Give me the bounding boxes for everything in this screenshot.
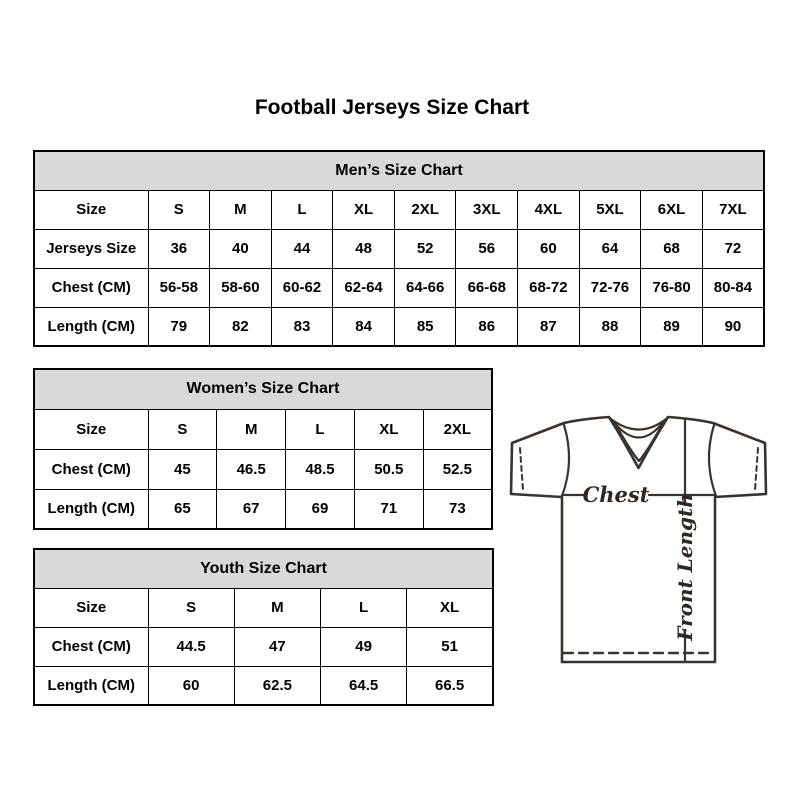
value-cell: 4XL — [518, 190, 580, 229]
value-cell: 45 — [148, 449, 217, 489]
row-label-cell: Length (CM) — [34, 489, 148, 529]
value-cell: 83 — [271, 307, 333, 346]
value-cell: 80-84 — [702, 268, 764, 307]
table-row — [34, 307, 764, 346]
value-cell: S — [148, 588, 234, 627]
value-cell: 50.5 — [354, 449, 423, 489]
row-label-cell: Chest (CM) — [34, 449, 148, 489]
value-cell: 2XL — [423, 409, 492, 449]
jersey-diagram-svg — [503, 406, 775, 668]
table-title: Men’s Size Chart — [34, 151, 764, 190]
mens-size-table — [33, 150, 765, 347]
value-cell: 44.5 — [148, 627, 234, 666]
value-cell: 67 — [217, 489, 286, 529]
value-cell: XL — [354, 409, 423, 449]
table-row — [34, 409, 492, 449]
value-cell: M — [217, 409, 286, 449]
jersey-measurement-diagram — [503, 406, 775, 668]
value-cell: 68 — [641, 229, 703, 268]
row-label-cell: Chest (CM) — [34, 268, 148, 307]
value-cell: 72-76 — [579, 268, 641, 307]
value-cell: 40 — [210, 229, 272, 268]
value-cell: 60-62 — [271, 268, 333, 307]
jersey-outline — [511, 417, 766, 662]
value-cell: 56 — [456, 229, 518, 268]
value-cell: 89 — [641, 307, 703, 346]
value-cell: 5XL — [579, 190, 641, 229]
value-cell: 82 — [210, 307, 272, 346]
value-cell: XL — [333, 190, 395, 229]
value-cell: 58-60 — [210, 268, 272, 307]
armhole-seam-right — [709, 425, 716, 496]
value-cell: 47 — [234, 627, 320, 666]
row-label-cell: Length (CM) — [34, 307, 148, 346]
table-row — [34, 666, 493, 705]
value-cell: 64 — [579, 229, 641, 268]
value-cell: S — [148, 190, 210, 229]
value-cell: 88 — [579, 307, 641, 346]
value-cell: 73 — [423, 489, 492, 529]
value-cell: 52 — [394, 229, 456, 268]
value-cell: 51 — [407, 627, 493, 666]
value-cell: 69 — [286, 489, 355, 529]
row-label-cell: Size — [34, 588, 148, 627]
row-label-cell: Size — [34, 409, 148, 449]
value-cell: 62-64 — [333, 268, 395, 307]
value-cell: 66.5 — [407, 666, 493, 705]
value-cell: 64-66 — [394, 268, 456, 307]
cuff-seam-left-dashed — [520, 448, 523, 490]
armhole-seam-left — [562, 425, 569, 496]
row-label-cell: Size — [34, 190, 148, 229]
value-cell: 68-72 — [518, 268, 580, 307]
value-cell: 49 — [321, 627, 407, 666]
value-cell: 72 — [702, 229, 764, 268]
value-cell: 79 — [148, 307, 210, 346]
value-cell: 84 — [333, 307, 395, 346]
womens-size-table — [33, 368, 493, 530]
value-cell: 71 — [354, 489, 423, 529]
table-row — [34, 627, 493, 666]
value-cell: M — [234, 588, 320, 627]
row-label-cell: Chest (CM) — [34, 627, 148, 666]
value-cell: 85 — [394, 307, 456, 346]
value-cell: 86 — [456, 307, 518, 346]
table-row — [34, 268, 764, 307]
value-cell: XL — [407, 588, 493, 627]
row-label-cell: Jerseys Size — [34, 229, 148, 268]
value-cell: 7XL — [702, 190, 764, 229]
value-cell: 48 — [333, 229, 395, 268]
table-row — [34, 190, 764, 229]
value-cell: 87 — [518, 307, 580, 346]
cuff-seam-right-dashed — [755, 448, 758, 490]
value-cell: S — [148, 409, 217, 449]
row-label-cell: Length (CM) — [34, 666, 148, 705]
value-cell: L — [271, 190, 333, 229]
chest-measure-label: Chest — [582, 482, 650, 507]
value-cell: L — [321, 588, 407, 627]
table-row — [34, 229, 764, 268]
value-cell: L — [286, 409, 355, 449]
value-cell: 44 — [271, 229, 333, 268]
value-cell: 64.5 — [321, 666, 407, 705]
value-cell: 56-58 — [148, 268, 210, 307]
value-cell: 2XL — [394, 190, 456, 229]
value-cell: 90 — [702, 307, 764, 346]
value-cell: 76-80 — [641, 268, 703, 307]
table-row — [34, 449, 492, 489]
value-cell: 66-68 — [456, 268, 518, 307]
table-row — [34, 588, 493, 627]
front-length-measure-label: Front Length — [673, 493, 697, 641]
table-row — [34, 489, 492, 529]
value-cell: 60 — [518, 229, 580, 268]
value-cell: 60 — [148, 666, 234, 705]
value-cell: 46.5 — [217, 449, 286, 489]
table-title: Youth Size Chart — [34, 549, 493, 588]
value-cell: M — [210, 190, 272, 229]
youth-size-table — [33, 548, 494, 706]
value-cell: 52.5 — [423, 449, 492, 489]
value-cell: 62.5 — [234, 666, 320, 705]
value-cell: 3XL — [456, 190, 518, 229]
table-title: Women’s Size Chart — [34, 369, 492, 409]
page-title: Football Jerseys Size Chart — [254, 96, 530, 119]
value-cell: 48.5 — [286, 449, 355, 489]
value-cell: 65 — [148, 489, 217, 529]
value-cell: 6XL — [641, 190, 703, 229]
value-cell: 36 — [148, 229, 210, 268]
